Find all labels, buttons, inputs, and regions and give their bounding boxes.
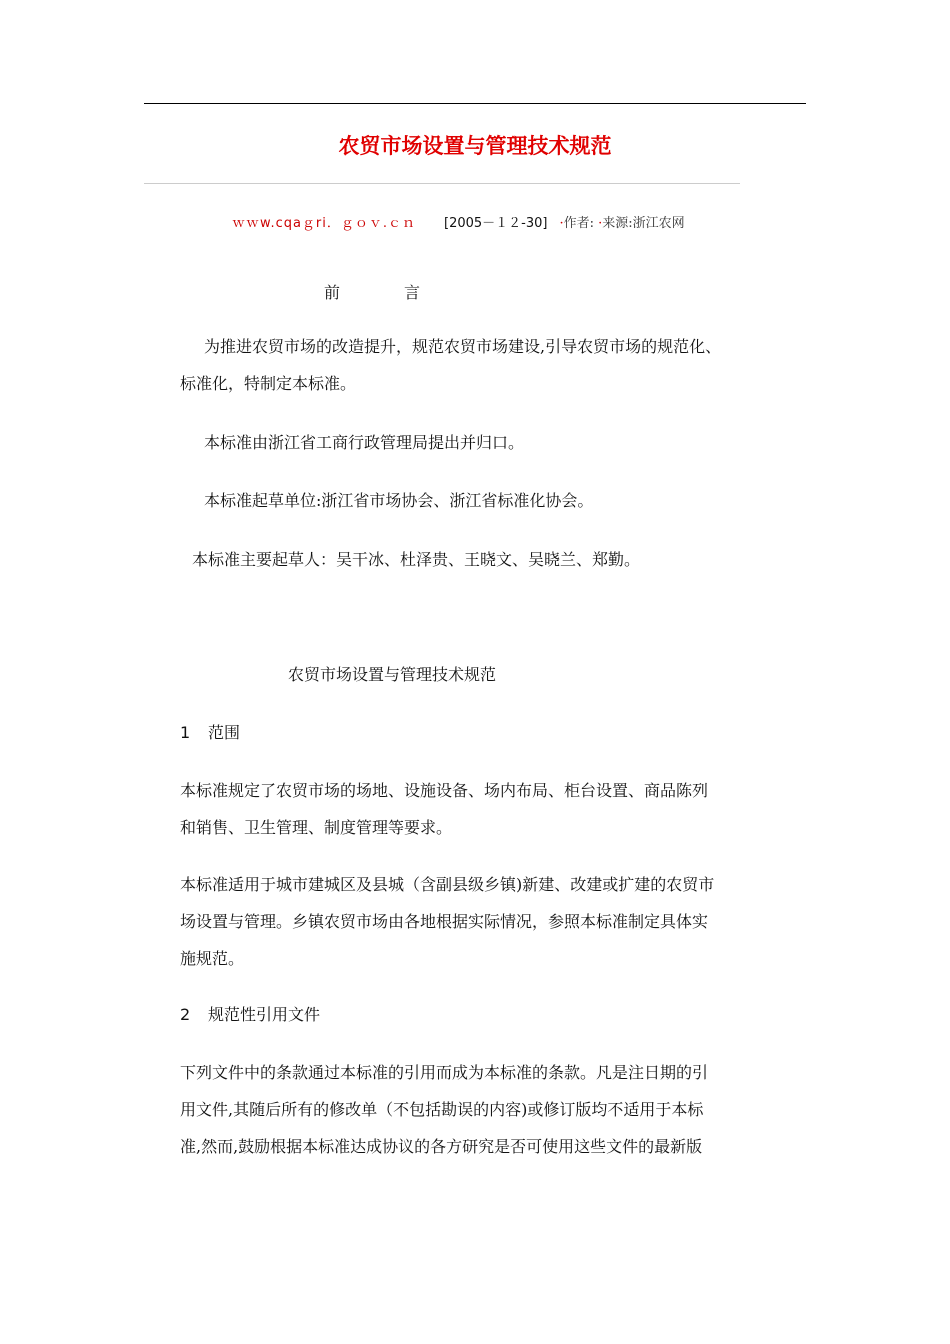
intro-line-1: 为推进农贸市场的改造提升，规范农贸市场建设,引导农贸市场的规范化、 <box>204 337 722 356</box>
section-2-para-1-line-3: 准,然而,鼓励根据本标准达成协议的各方研究是否可使用这些文件的最新版 <box>180 1137 703 1156</box>
top-rule <box>144 103 806 104</box>
article-meta <box>232 212 685 231</box>
intro-line-2: 标准化，特制定本标准。 <box>180 374 357 393</box>
publish-date: [2005－１２-30] <box>444 216 548 231</box>
author-label: 作者: <box>563 216 599 231</box>
title-divider <box>144 183 740 184</box>
section-heading-1: 1 范围 <box>180 723 241 742</box>
intro-drafting-units: 本标准起草单位:浙江省市场协会、浙江省标准化协会。 <box>204 491 594 510</box>
intro-proposer: 本标准由浙江省工商行政管理局提出并归口。 <box>204 433 525 452</box>
source-bullet: · <box>598 216 603 231</box>
section-1-para-2-line-2: 场设置与管理。乡镇农贸市场由各地根据实际情况，参照本标准制定具体实 <box>180 912 709 931</box>
section-heading-2: 2 规范性引用文件 <box>180 1005 321 1024</box>
section-1-para-1-line-1: 本标准规定了农贸市场的场地、设施设备、场内布局、柜台设置、商品陈列 <box>180 781 709 800</box>
author-bullet: · <box>559 216 564 231</box>
section-2-para-1-line-1: 下列文件中的条款通过本标准的引用而成为本标准的条款。凡是注日期的引 <box>180 1063 709 1082</box>
source-site[interactable]: ｗｗw.cqaｇri．ｇｏｖ.ｃｎ <box>232 216 417 231</box>
section-1-para-2-line-1: 本标准适用于城市建城区及县城（含副县级乡镇)新建、改建或扩建的农贸市 <box>180 875 715 894</box>
intro-drafters: 本标准主要起草人：吴干冰、杜泽贵、王晓文、吴晓兰、郑勤。 <box>192 550 641 569</box>
page-title: 农贸市场设置与管理技术规范 <box>338 134 612 158</box>
standard-subtitle: 农贸市场设置与管理技术规范 <box>288 665 497 684</box>
source-label: 来源:浙江农网 <box>602 216 685 231</box>
preface-heading: 前 言 <box>324 283 421 302</box>
section-1-para-1-line-2: 和销售、卫生管理、制度管理等要求。 <box>180 818 453 837</box>
section-2-para-1-line-2: 用文件,其随后所有的修改单（不包括勘误的内容)或修订版均不适用于本标 <box>180 1100 704 1119</box>
section-1-para-2-line-3: 施规范。 <box>180 949 245 968</box>
